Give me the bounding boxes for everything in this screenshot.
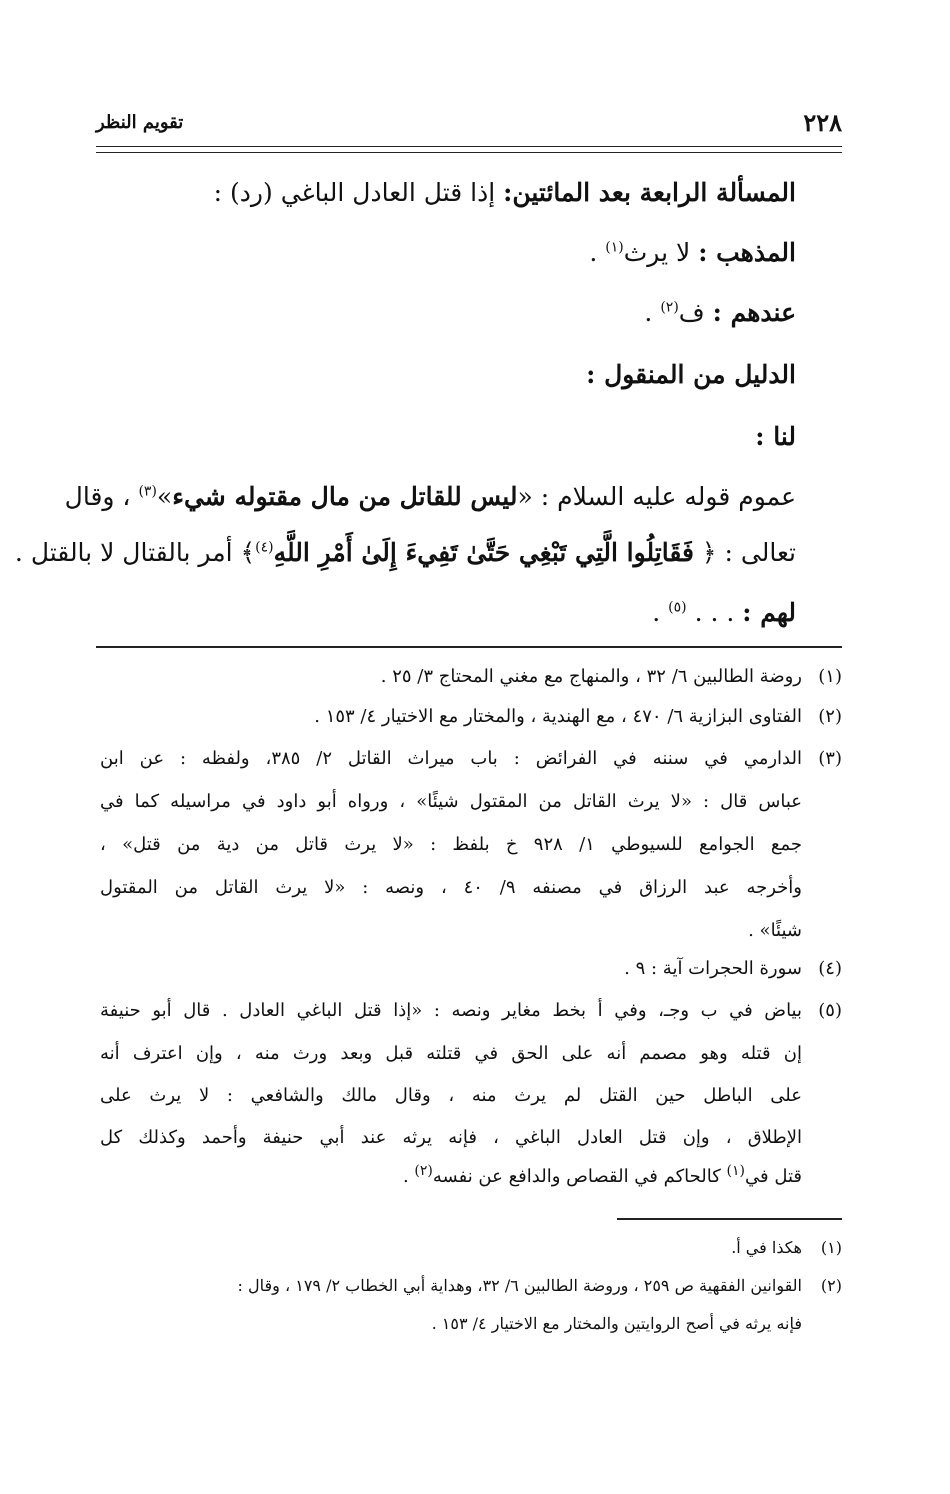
hadith-after: ، وقال [64, 482, 139, 511]
hadith-close: » [156, 482, 173, 511]
verse-text: فَقَاتِلُوا الَّتِي تَبْغِي حَتَّىٰ تَفِيءَ إِلَىٰ أَمْرِ اللَّهِ [273, 538, 694, 567]
subnote-number: (٢) [820, 1276, 842, 1295]
footnote-ref-5: (٥) [668, 599, 687, 616]
footnote-5-line-3: على الباطل حين القتل لم يرث منه ، وقال مالك والشافعي : لا يرث على [100, 1085, 802, 1106]
lana-line [755, 422, 796, 452]
footnote-number: (٣) [818, 748, 842, 769]
indahum-end: . [644, 298, 661, 327]
footnote-ref-3: (٣) [138, 483, 157, 500]
issue-line [214, 178, 796, 208]
lahum-label: لهم : [742, 598, 796, 627]
issue-heading: المسألة الرابعة بعد المائتين: [503, 178, 796, 207]
evidence-heading-line [586, 360, 796, 390]
hadith-intro: عموم قوله عليه السلام : « [517, 482, 796, 511]
indahum-line [644, 298, 796, 328]
subnote-ref-2: (٢) [414, 1163, 433, 1179]
footnote-text: روضة الطالبين ٦/ ٣٢ ، والمنهاج مع مغني المحتاج ٣/ ٢٥ . [380, 666, 802, 687]
madhhab-line [589, 238, 796, 268]
verse-intro: تعالى : ﴿ [693, 538, 796, 567]
page-number: ٢٢٨ [803, 108, 842, 137]
lahum-line [652, 598, 796, 628]
footnote-5-text-a: قتل في [745, 1166, 802, 1187]
footnote-3-line-1: الدارمي في سننه في الفرائض : باب ميراث القاتل ٢/ ٣٨٥، ولفظه : عن ابن [100, 748, 802, 769]
running-title: تقويم النظر [96, 112, 184, 133]
running-header [96, 108, 842, 148]
footnote-number: (٢) [818, 706, 842, 727]
hadith-text: ليس للقاتل من مال مقتوله شيء [172, 482, 518, 511]
madhhab-text: لا يرث [623, 238, 699, 267]
footnote-5-line-4: الإطلاق ، وإن قتل العادل الباغي ، فإنه يرثه عند أبي حنيفة وأحمد وكذلك كل [100, 1127, 802, 1148]
indahum-label: عندهم : [712, 298, 796, 327]
subnote-2-line-2: فإنه يرثه في أصح الروايتين والمختار مع الاختيار ٤/ ١٥٣ . [431, 1314, 802, 1333]
subnote-2-line-1: القوانين الفقهية ص ٢٥٩ ، وروضة الطالبين ٦/ ٣٢، وهداية أبي الخطاب ٢/ ١٧٩ ، وقال : [237, 1276, 802, 1295]
footnote-text: سورة الحجرات آية : ٩ . [624, 958, 802, 979]
verse-line [14, 538, 796, 568]
footnote-separator [96, 646, 842, 648]
hadith-line [64, 482, 796, 512]
footnote-3-line-5: شيئًا» . [748, 920, 802, 941]
footnote-number: (١) [818, 666, 842, 687]
footnote-5-text-c: . [402, 1166, 415, 1187]
footnote-3-line-2: عباس قال : «لا يرث القاتل من المقتول شيئًا» ، ورواه أبو داود في مراسيله كما في [100, 791, 802, 812]
footnote-5-text-b: كالحاكم في القصاص والدافع عن نفسه [432, 1166, 727, 1187]
footnote-3-line-3: جمع الجوامع للسيوطي ١/ ٩٢٨ خ بلفظ : «لا يرث قاتل من دية من قتل» ، [100, 834, 802, 855]
subnote-text: هكذا في أ. [731, 1238, 802, 1257]
lahum-end: . [652, 598, 669, 627]
header-double-rule [96, 146, 842, 153]
lana-label: لنا : [755, 422, 796, 451]
footnote-5-line-1: بياض في ب وجـ، وفي أ بخط مغاير ونصه : «إذا قتل الباغي العادل . قال أبو حنيفة [100, 1000, 802, 1021]
footnote-number: (٥) [818, 1000, 842, 1021]
subnote-separator [617, 1218, 842, 1220]
footnote-3-line-4: وأخرجه عبد الرزاق في مصنفه ٩/ ٤٠ ، ونصه : «لا يرث القاتل من المقتول [100, 877, 802, 898]
footnote-5-line-2: إن قتله وهو مصمم أنه على الحق في قتلته قبل وبعد ورث منه ، وإن اعترف أنه [100, 1043, 802, 1064]
footnote-ref-1: (١) [605, 239, 624, 256]
lahum-text: . . . [686, 598, 743, 627]
evidence-heading: الدليل من المنقول : [586, 360, 796, 389]
madhhab-label: المذهب : [698, 238, 796, 267]
footnote-5-line-5 [100, 1163, 802, 1188]
madhhab-end: . [589, 238, 606, 267]
subnote-ref-1: (١) [726, 1163, 745, 1179]
issue-text: إذا قتل العادل الباغي (رد) : [213, 178, 504, 207]
footnote-text: الفتاوى البزازية ٦/ ٤٧٠ ، مع الهندية ، والمختار مع الاختيار ٤/ ١٥٣ . [314, 706, 802, 727]
footnote-number: (٤) [818, 958, 842, 979]
footnote-ref-4: (٤) [255, 539, 274, 556]
footnote-ref-2: (٢) [660, 299, 679, 316]
verse-after: ﴾ أمر بالقتال لا بالقتل . [14, 538, 256, 567]
indahum-text: ف [678, 298, 713, 327]
subnote-number: (١) [820, 1238, 842, 1257]
